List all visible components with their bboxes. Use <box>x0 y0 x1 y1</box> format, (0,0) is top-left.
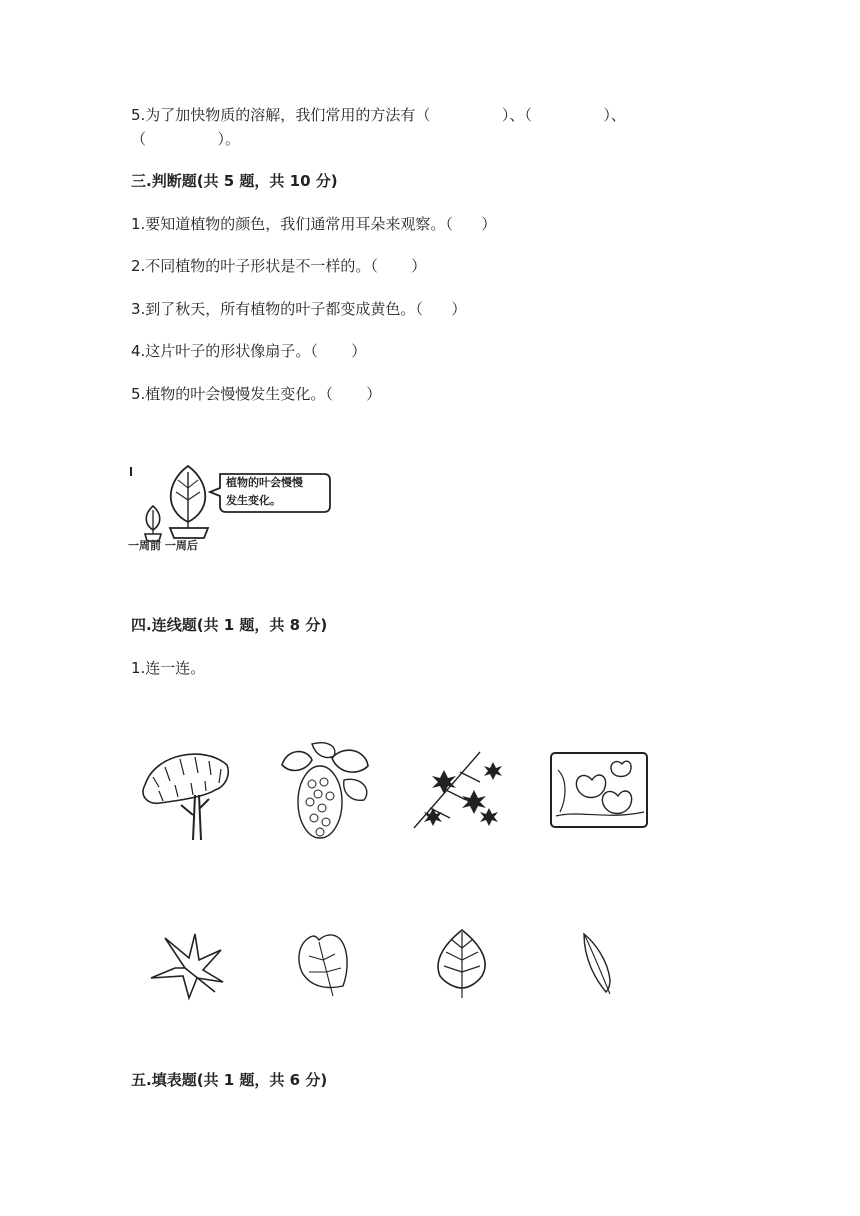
judge-item-3: 3.到了秋天，所有植物的叶子都变成黄色。（ ） <box>131 300 467 318</box>
leaf-growth-figure <box>128 462 338 557</box>
leaf-image-heart <box>293 930 353 998</box>
judge-item-2: 2.不同植物的叶子形状是不一样的。（ ） <box>131 257 427 275</box>
plant-image-ivy <box>548 750 650 830</box>
speech-bubble-line1: 植物的叶会慢慢 <box>226 476 303 489</box>
fill-blank-q5-line2: （ ）。 <box>131 130 241 148</box>
speech-bubble-line2: 发生变化。 <box>226 494 281 507</box>
section-5-heading: 五.填表题(共 1 题，共 6 分) <box>131 1071 328 1089</box>
plant-image-maple <box>410 748 510 832</box>
judge-item-5: 5.植物的叶会慢慢发生变化。（ ） <box>131 385 382 403</box>
plant-image-lilac <box>272 740 372 848</box>
leaf-image-pointed <box>432 926 492 1000</box>
matching-q1: 1.连一连。 <box>131 659 206 677</box>
figure-caption: 一周前 一周后 <box>128 539 198 552</box>
leaf-image-maple <box>145 932 225 1002</box>
section-3-heading: 三.判断题(共 5 题，共 10 分) <box>131 172 338 190</box>
leaf-image-narrow <box>578 930 618 996</box>
section-4-heading: 四.连线题(共 1 题，共 8 分) <box>131 616 328 634</box>
fill-blank-q5-line1: 5.为了加快物质的溶解，我们常用的方法有（ ）、（ ）、 <box>131 106 626 124</box>
judge-item-1: 1.要知道植物的颜色，我们通常用耳朵来观察。（ ） <box>131 215 497 233</box>
judge-item-4: 4.这片叶子的形状像扇子。（ ） <box>131 342 367 360</box>
plant-image-willow <box>135 745 235 845</box>
